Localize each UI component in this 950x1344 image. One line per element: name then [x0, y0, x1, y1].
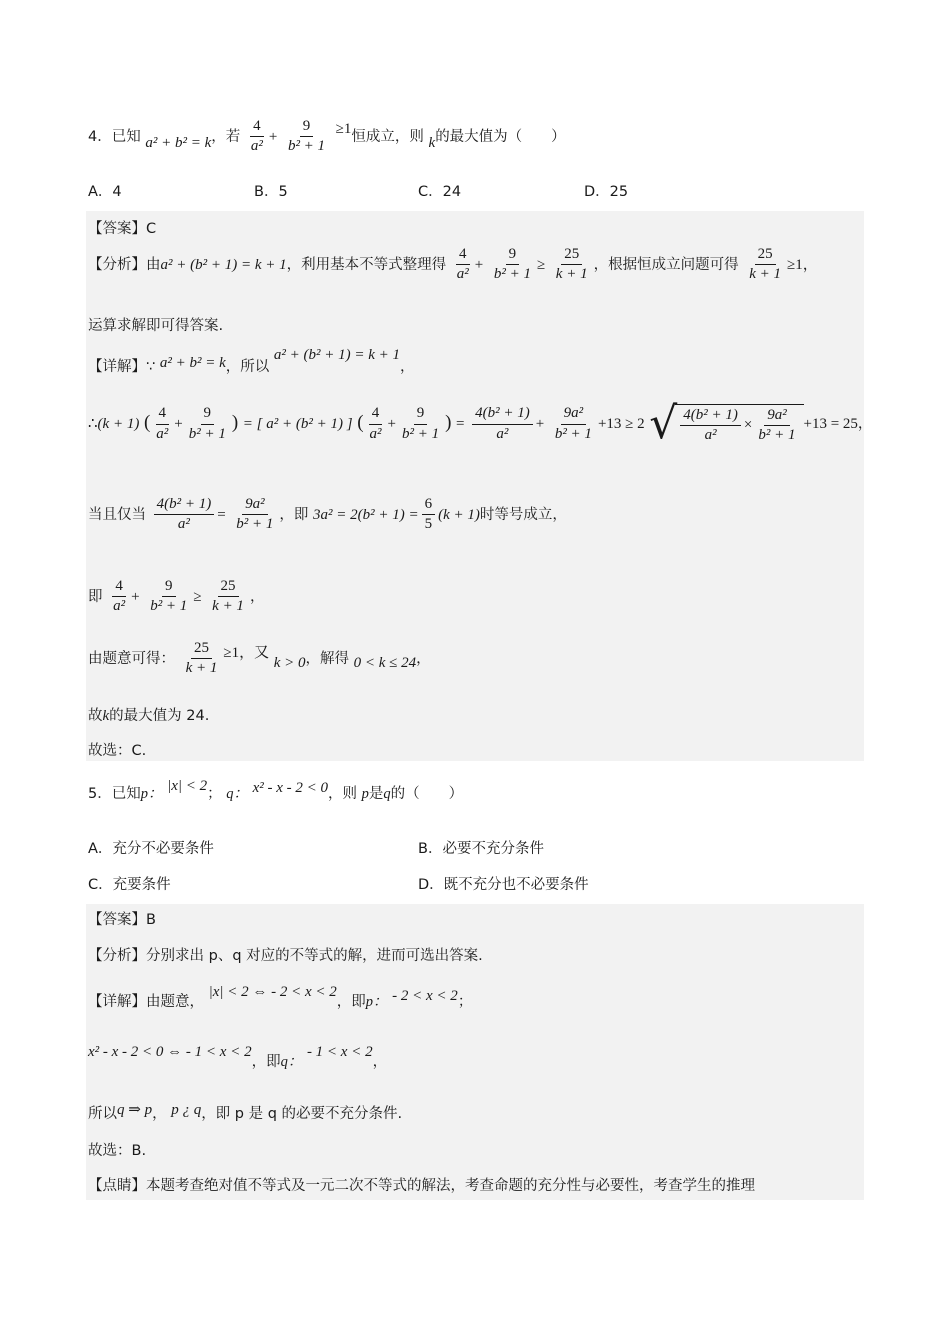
- q4-detail-inequality: ∴(k + 1) ( $\frac{4}{\text{a²}}$ + $\frac{9}{\text{b² + 1}}$ ) = [ a² + (b² + 1) ] ( $\frac{4}{\text{a²}}$ + $\frac{9}{\text{b² + 1}}$ ) = $\frac{\text{4(b² + 1)}}{\text{a²}}$ + $\frac{\text{9a²}}{\text{b² + 1}}$ +13 ≥ 2 √ $\frac{\text{4(b² + 1)}}{\text{a²}}$ × $\frac{\text{9a²}}{\text{b² + 1}}$ +13 = 25，: [88, 398, 873, 449]
- q4-option-b: B．5: [254, 184, 288, 200]
- q4-stem: 4．已知 a² + b² = k，若 $\frac{4}{\text{a²}}$ + $\frac{9}{\text{b² + 1}}$ ≥1恒成立，则 k的最大值为（ ）: [88, 118, 566, 155]
- q5-detail-1: 【详解】由题意， |x| < 2 ⇔ - 2 < x < 2，即p： - 2 < x < 2；: [88, 984, 473, 1010]
- q4-answer: 【答案】C: [88, 221, 157, 237]
- q5-detail-3: 所以q ⇒ p， p ¿ q，即 p 是 q 的必要不充分条件.: [88, 1102, 403, 1122]
- q5-analysis: 【分析】分别求出 p、q 对应的不等式的解，进而可选出答案.: [88, 948, 483, 964]
- q4-analysis: 【分析】由a² + (b² + 1) = k + 1，利用基本不等式整理得 $\frac{4}{\text{a²}}$ + $\frac{9}{\text{b² + 1}}$ ≥ $\frac{25}{k + 1}$ ，根据恒成立问题可得 $\frac{25}{k + 1}$ ≥1，: [88, 246, 818, 283]
- q5-detail-2: x² - x - 2 < 0 ⇔ - 1 < x < 2，即q： - 1 < x < 2，: [88, 1044, 388, 1070]
- q5-option-a: A．充分不必要条件: [88, 841, 214, 857]
- q5-answer: 【答案】B: [88, 912, 156, 928]
- q5-stem: 5．已知p： |x| < 2； q： x² - x - 2 < 0，则 p是q的（ ）: [88, 778, 464, 802]
- q5-option-c: C．充要条件: [88, 877, 171, 893]
- q5-option-b: B．必要不充分条件: [418, 841, 544, 857]
- q4-choice: 故选：C.: [88, 743, 147, 759]
- q4-solution-block: [86, 211, 864, 761]
- q4-option-d: D．25: [584, 184, 629, 200]
- q4-detail-equality: 当且仅当 $\frac{\text{4(b² + 1)}}{\text{a²}}$ = $\frac{\text{9a²}}{\text{b² + 1}}$ ，即 3a² = 2(b² + 1) = $\frac{6}{5}$ (k + 1)时等号成立，: [88, 496, 567, 533]
- q4-detail-1: 【详解】∵ a² + b² = k，所以 a² + (b² + 1) = k + 1，: [88, 347, 415, 375]
- q5-comment: 【点睛】本题考查绝对值不等式及一元二次不等式的解法，考查命题的充分性与必要性，考查学生的推理: [88, 1178, 755, 1194]
- q4-option-c: C．24: [418, 184, 462, 200]
- q4-option-a: A．4: [88, 184, 122, 200]
- square-root: √ $\frac{\text{4(b² + 1)}}{\text{a²}}$ × $\frac{\text{9a²}}{\text{b² + 1}}$: [649, 402, 803, 446]
- q4-detail-result: 即 $\frac{4}{\text{a²}}$ + $\frac{9}{\text{b² + 1}}$ ≥ $\frac{25}{k + 1}$ ，: [88, 578, 265, 615]
- q5-choice: 故选：B.: [88, 1143, 147, 1159]
- q4-condition: a² + b² = k: [145, 134, 212, 151]
- q4-fraction-9-over-b2: $\frac{9}{\text{b² + 1}}$: [287, 118, 326, 155]
- q4-fraction-4-over-a2: $\frac{4}{\text{a²}}$: [250, 118, 263, 155]
- q4-detail-max: 故k的最大值为 24.: [88, 708, 210, 724]
- q4-detail-condition: 由题意可得： $\frac{25}{k + 1}$ ≥1，又 k > 0，解得 0 < k ≤ 24，: [88, 640, 431, 677]
- q4-analysis-cont: 运算求解即可得答案.: [88, 318, 224, 334]
- q5-option-d: D．既不充分也不必要条件: [418, 877, 589, 893]
